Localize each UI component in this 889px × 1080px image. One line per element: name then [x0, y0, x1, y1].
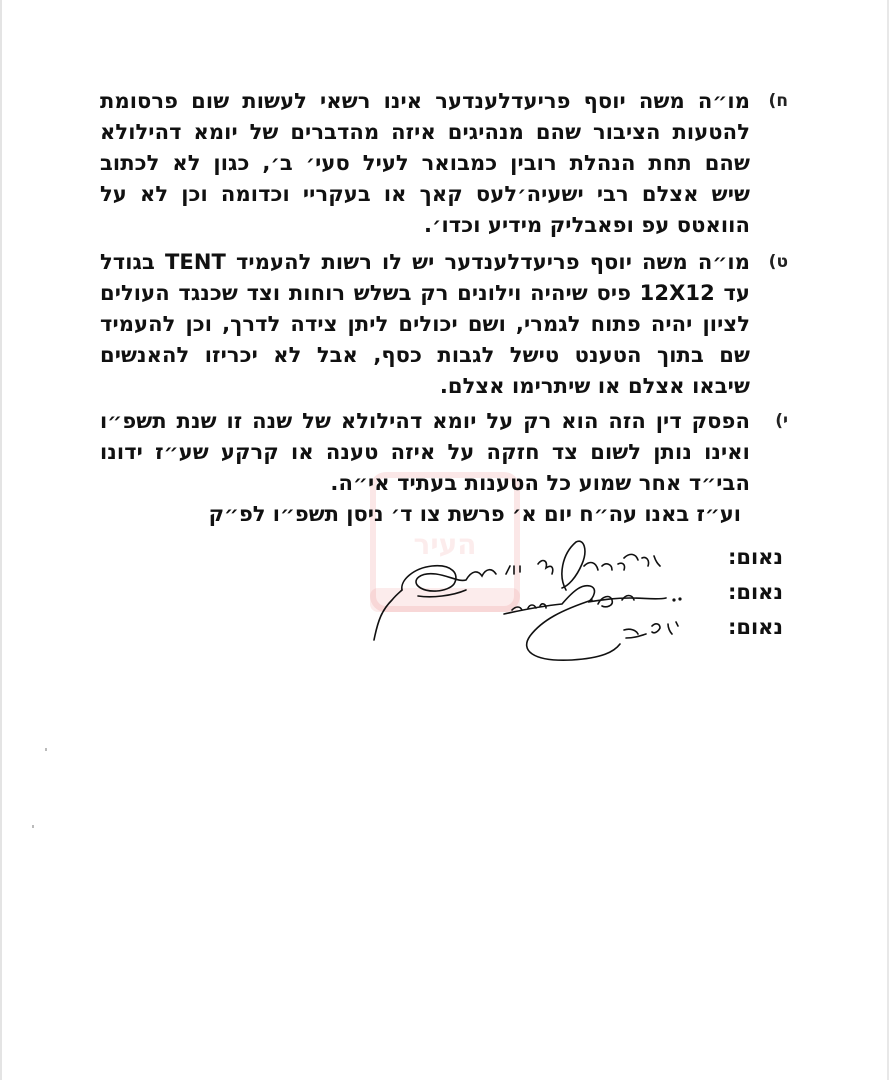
scan-speck: [45, 748, 47, 751]
clause-line: שם בתוך הטענט טישל לגבות כסף, אבל לא יכריזו להאנשים: [100, 343, 750, 367]
signatory-label-2: נאום:: [727, 580, 783, 604]
clause-line: עד 12X12 פיס שיהיה וילונים רק בשלש רוחות וצד שכנגד העולים: [100, 281, 750, 305]
clause-line: שיש אצלם רבי ישעיה׳לעס קאך או בעקריי וכדומה וכן לא על: [100, 182, 750, 206]
signatory-label-1: נאום:: [727, 545, 783, 569]
clause-yud: [100, 406, 788, 499]
clause-tet: [100, 247, 788, 402]
clause-line: לציון יהיה פתוח לגמרי, ושם יכולים ליתן צידה לדרך, וכן להעמיד: [100, 312, 750, 336]
signature-1: [374, 541, 660, 640]
scan-speck: [32, 825, 34, 828]
signature-labels: [728, 540, 783, 645]
clause-line: הבי״ד אחר שמוע כל הטענות בעתיד אי״ה.: [330, 471, 750, 495]
clause-line: מו״ה משה יוסף פריעדלענדער אינו רשאי לעשות שום פרסומת: [100, 89, 750, 113]
clause-label: י): [775, 411, 788, 431]
clause-line: הוואטס עפ ופאבליק מידיע וכדו׳.: [423, 213, 750, 237]
handwritten-signatures: [362, 540, 722, 670]
watermark-logo-text: העיר: [413, 528, 477, 561]
clause-line: ואינו נותן לשום צד חזקה על איזה טענה או קרקע שע״ז ידונו: [100, 440, 750, 464]
clause-line: הפסק דין הזה הוא רק על יומא דהילולא של שנה זו שנת תשפ״ו: [100, 409, 750, 433]
clause-line: להטעות הציבור שהם מנהיגים איזה מהדברים של יומא דהילולא: [100, 120, 750, 144]
clause-label: ט): [768, 252, 788, 272]
clause-line: מו״ה משה יוסף פריעדלענדער יש לו רשות להעמיד TENT בגודל: [100, 250, 751, 274]
signature-3: [527, 600, 678, 660]
clause-label: ח): [768, 91, 788, 111]
clause-line: שהם תחת הנהלת רובין כמבואר לעיל סעי׳ ב׳, כגון לא לכתוב: [100, 151, 750, 175]
clause-line: שיבאו אצלם או שיתרימו אצלם.: [439, 374, 750, 398]
clause-chet: [100, 86, 788, 241]
ruling-body: [100, 86, 788, 499]
signatory-label-3: נאום:: [727, 615, 783, 639]
dateline: וע״ז באנו עה״ח יום א׳ פרשת צו ד׳ ניסן תשפ״ו לפ״ק: [208, 502, 741, 526]
